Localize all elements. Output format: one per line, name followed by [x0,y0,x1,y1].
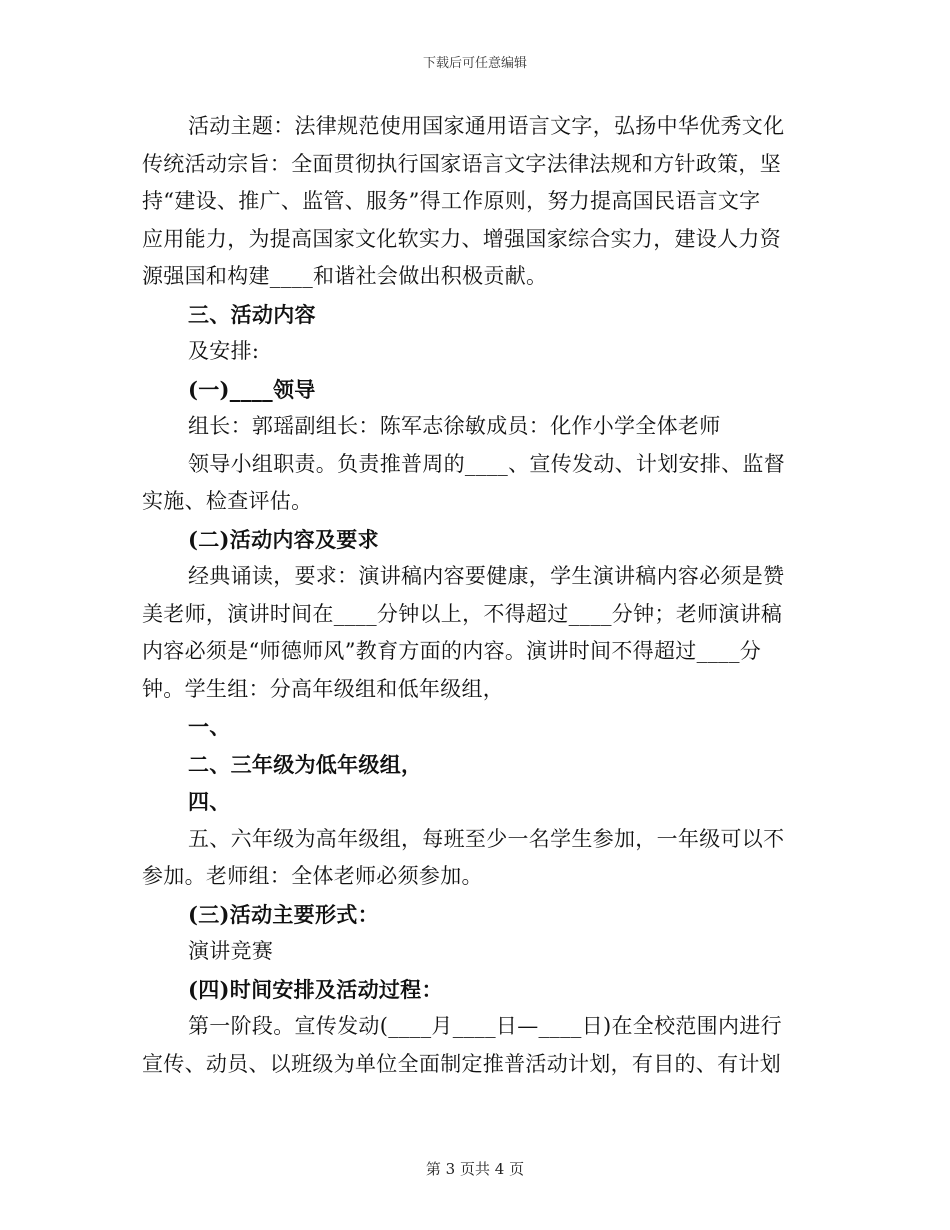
paragraph-line: 持“建设、推广、监管、服务”得工作原则，努力提高国民语言文字 [142,189,761,213]
paragraph-line: 五、六年级为高年级组，每班至少一名学生参加，一年级可以不 [188,826,785,851]
paragraph-line: 参加。老师组：全体老师必须参加。 [142,864,483,888]
paragraph-line: 应用能力，为提高国家文化软实力、增强国家综合实力，建设人力资 [142,226,781,251]
paragraph-line: 第一阶段。宣传发动(____月____日—____日)在全校范围内进行 [188,1014,782,1038]
paragraph-line: 演讲竞赛 [188,939,274,963]
paragraph-line: 宣传、动员、以班级为单位全面制定推普活动计划，有目的、有计划 [142,1051,781,1076]
paragraph-line: 内容必须是“师德师风”教育方面的内容。演讲时间不得超过____分 [142,639,762,663]
paragraph-line: 及安排: [188,339,260,363]
page-header: 下载后可任意编辑 [422,56,527,71]
paragraph-line: 传统活动宗旨：全面贯彻执行国家语言文字法律法规和方针政策，坚 [142,151,781,176]
paragraph-line: 钟。学生组：分高年级组和低年级组， [142,676,505,701]
paragraph-line: 美老师，演讲时间在____分钟以上，不得超过____分钟；老师演讲稿 [142,601,783,626]
paragraph-line: 组长：郭瑶副组长：陈军志徐敏成员：化作小学全体老师 [188,414,721,438]
page-footer: 第 3 页共 4 页 [425,1160,525,1178]
section-heading: 一、 [188,714,231,739]
section-heading: (一)____领导 [188,376,316,402]
section-heading: (三)活动主要形式： [188,901,379,927]
section-heading: 三、活动内容 [188,301,316,327]
section-heading: (四)时间安排及活动过程： [188,976,443,1002]
paragraph-line: 实施、检查评估。 [142,489,313,513]
paragraph-line: 源强国和构建____和谐社会做出积极贡献。 [142,264,548,288]
paragraph-line: 经典诵读，要求：演讲稿内容要健康，学生演讲稿内容必须是赞 [188,564,785,588]
paragraph-line: 领导小组职责。负责推普周的____、宣传发动、计划安排、监督 [188,451,785,476]
section-heading: (二)活动内容及要求 [188,526,379,552]
section-heading: 二、三年级为低年级组， [188,751,423,777]
document-body [142,108,802,1083]
section-heading: 四、 [188,789,231,814]
paragraph-line: 活动主题：法律规范使用国家通用语言文字，弘扬中华优秀文化 [188,114,785,138]
